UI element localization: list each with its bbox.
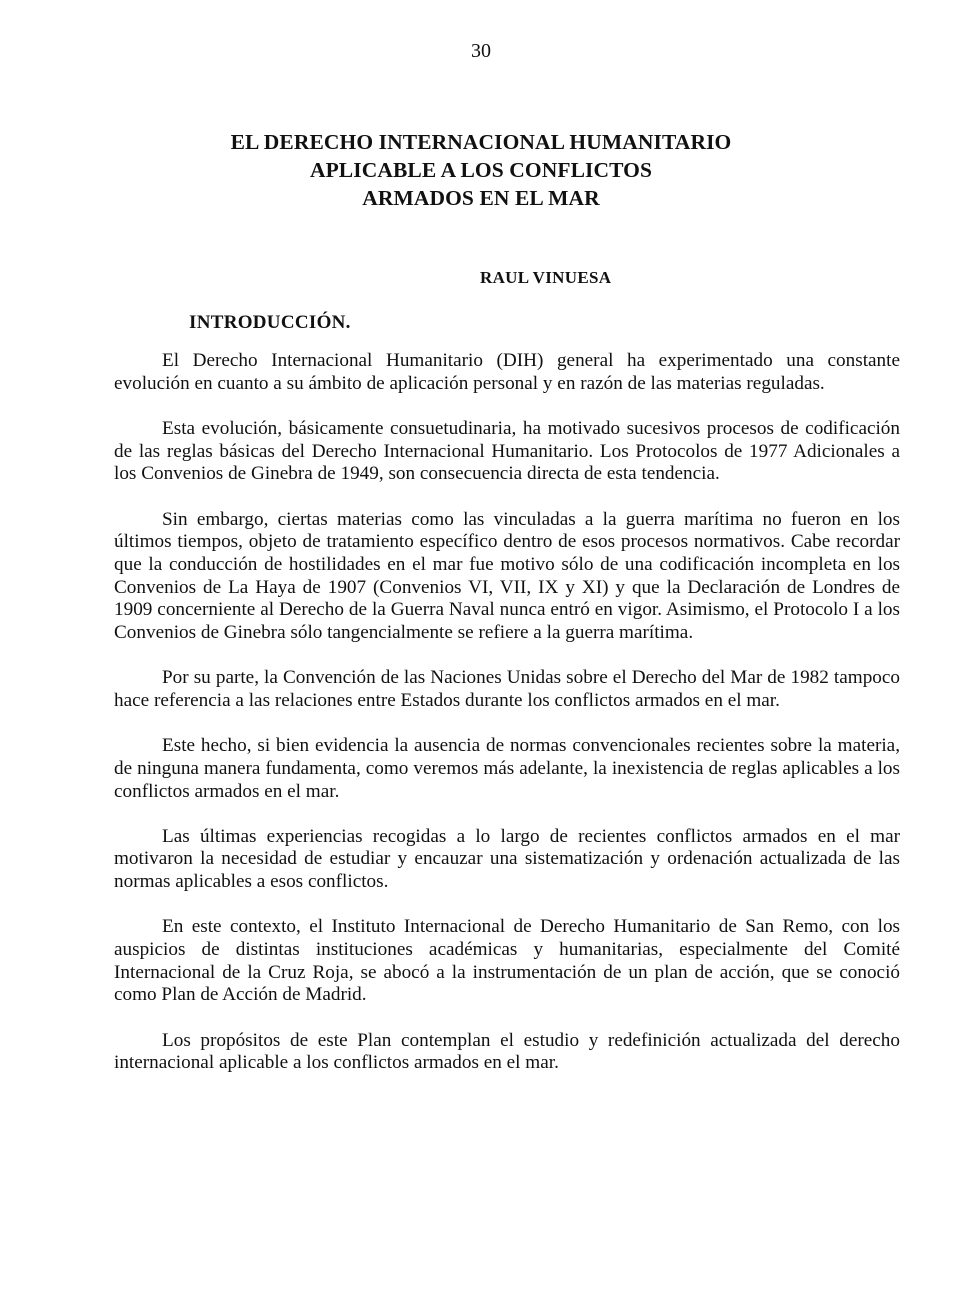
section-heading: INTRODUCCIÓN. — [189, 312, 351, 333]
paragraph: Este hecho, si bien evidencia la ausencia de normas convencionales recientes sobre la materia, de ninguna manera fundamenta, como veremos más adelante, la inexistencia de reglas aplicables a los conflictos armados en el mar. — [114, 735, 900, 802]
author-name: RAUL VINUESA — [480, 268, 612, 287]
paragraph: Las últimas experiencias recogidas a lo largo de recientes conflictos armados en el mar motivaron la necesidad de estudiar y encauzar una sistematización y ordenación actualizada de las normas aplicables a esos conflictos. — [114, 825, 900, 893]
body-text — [114, 350, 900, 1098]
page-number: 30 — [471, 40, 491, 62]
paragraph: Los propósitos de este Plan contemplan el estudio y redefinición actualizada del derecho internacional aplicable a los conflictos armados en el mar. — [114, 1029, 900, 1074]
title-line-1: EL DERECHO INTERNACIONAL HUMANITARIO — [230, 130, 732, 154]
paragraph: El Derecho Internacional Humanitario (DIH) general ha experimentado una constante evolución en cuanto a su ámbito de aplicación personal y en razón de las materias reguladas. — [114, 350, 900, 394]
paragraph: En este contexto, el Instituto Internacional de Derecho Humanitario de San Remo, con los auspicios de distintas instituciones académicas y humanitarias, especialmente del Comité Internacional de la Cruz Roja, se abocó a la instrumentación de un plan de acción, que se conoció como Plan de Acción de Madrid. — [114, 916, 900, 1006]
paragraph: Esta evolución, básicamente consuetudinaria, ha motivado sucesivos procesos de codificación de las reglas básicas del Derecho Internacional Humanitario. Los Protocolos de 1977 Adicionales a los Convenios de Ginebra de 1949, son consecuencia directa de esta tendencia. — [114, 417, 900, 485]
document-title — [0, 128, 962, 212]
title-line-3: ARMADOS EN EL MAR — [362, 186, 600, 210]
paragraph: Por su parte, la Convención de las Naciones Unidas sobre el Derecho del Mar de 1982 tampoco hace referencia a las relaciones entre Estados durante los conflictos armados en el mar. — [114, 667, 900, 711]
paragraph: Sin embargo, ciertas materias como las vinculadas a la guerra marítima no fueron en los últimos tiempos, objeto de tratamiento específico dentro de esos procesos normativos. Cabe recordar que la conducción de hostilidades en el mar fue motivo sólo de una codificación incompleta en los Convenios de La Haya de 1907 (Convenios VI, VII, IX y XI) y que la Declaración de Londres de 1909 concerniente al Derecho de la Guerra Naval nunca entró en vigor. Asimismo, el Protocolo I a los Convenios de Ginebra sólo tangencialmente se refiere a la guerra marítima. — [114, 508, 900, 644]
title-line-2: APLICABLE A LOS CONFLICTOS — [309, 158, 653, 182]
